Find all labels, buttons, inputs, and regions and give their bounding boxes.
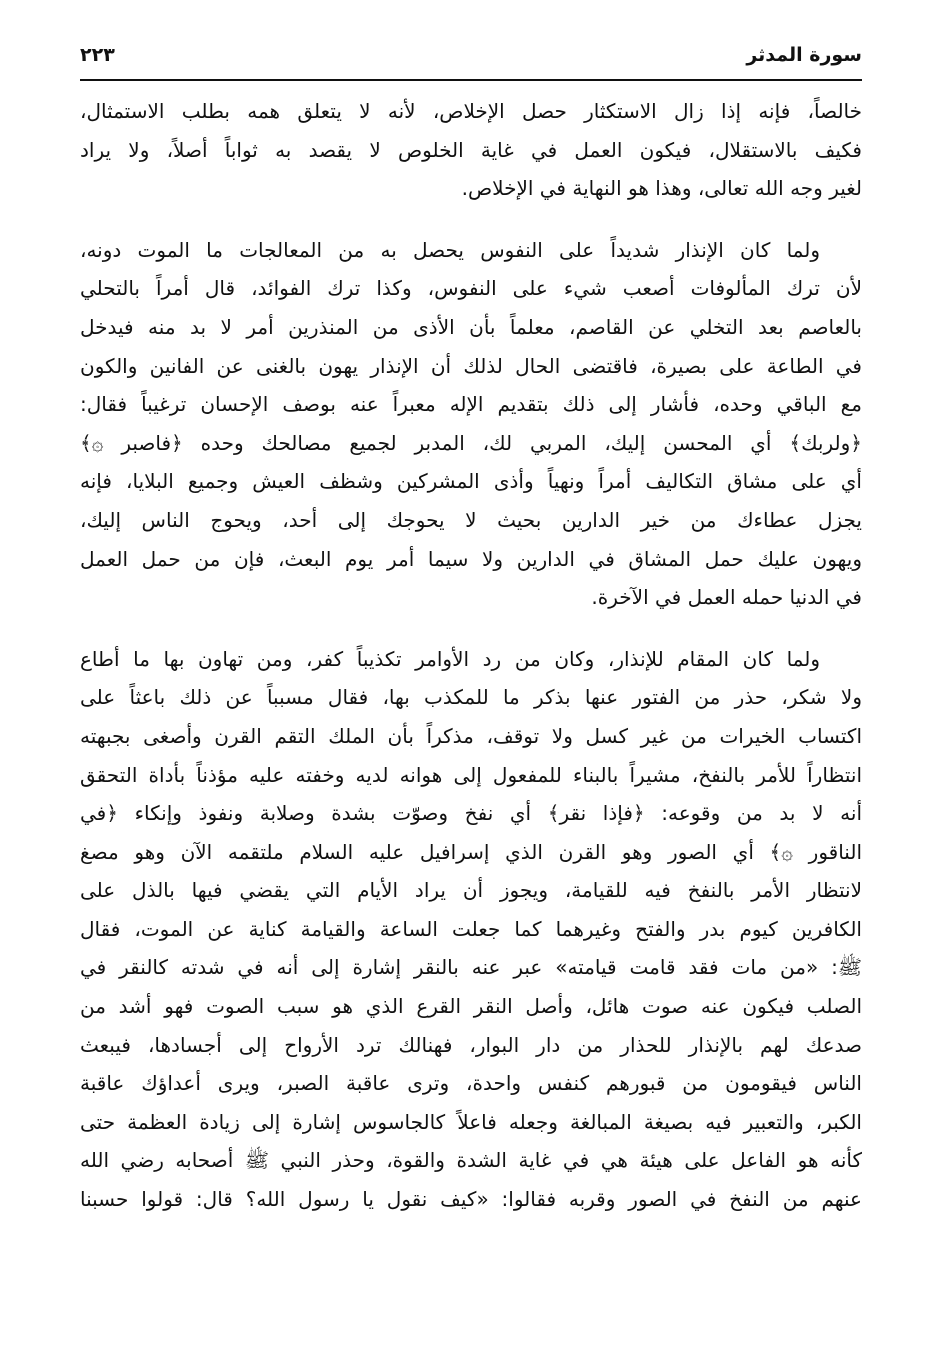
text-line: بالعاصم بعد التخلي عن القاصم، معلماً بأن الأذى من المنذرين أمر لا بد منه فيدخل [80, 314, 862, 339]
text-line: الصلب فيكون عنه صوت هائل، وأصل النقر القرع الذي هو سبب الصوت فهو أشد من [80, 994, 862, 1019]
text-line: انتظاراً للأمر بالنفخ، مشيراً بالبناء للمفعول إلى هوانه لديه وخفته عليه مؤذناً بأداة التحقق [80, 762, 862, 787]
text-line: أي على مشاق التكاليف أمراً ونهياً وأذى المشركين وشظف العيش وجميع البلايا، فإنه [80, 469, 862, 494]
paragraph-1 [80, 92, 862, 208]
text-line: ﴿ولربك﴾ أي المحسن إليك، المربي لك، المدبر لجميع مصالحك وحده ﴿فاصبر ۞﴾ [80, 430, 862, 455]
text-line: اكتساب الخيرات من غير كسل ولا توقف، مذكراً بأن الملك التقم القرن وأصغى بجبهته [80, 723, 862, 748]
text-line: ﷺ: «من مات فقد قامت قيامته» عبر عنه بالنقر إشارة إلى أنه في شدته كالنقر في [80, 955, 862, 980]
text-line: صدعك لهم بالإنذار للحذار من دار البوار، فهنالك ترد الأرواح إلى أجسادها، فيبعث [80, 1032, 862, 1057]
text-line: عنهم من النفخ في الصور وقربه فقالوا: «كيف نقول يا رسول الله؟ قال: قولوا حسبنا [80, 1187, 862, 1212]
text-line: ولا شكر، حذر من الفتور عنها بذكر ما للمكذب بها، فقال مسبباً عن ذلك باعثاً على [80, 685, 862, 710]
text-line: الكبر، والتعبير فيه بصيغة المبالغة وجعله فاعلاً كالجاسوس إشارة إلى زيادة العظمة حتى [80, 1109, 862, 1134]
text-line: خالصاً، فإنه إذا زال الاستكثار حصل الإخلاص، لأنه لا يتعلق همه بطلب الاستمثال، [80, 99, 862, 123]
text-line: لغير وجه الله تعالى، وهذا هو النهاية في الإخلاص. [461, 176, 862, 201]
text-line: في الطاعة على بصيرة، فاقتضى الحال لذلك أن الإنذار يهون بالغنى عن الفانين والكون [80, 353, 862, 378]
text-line: مع الباقي وحده، فأشار إلى ذلك بتقديم الإله معبراً عنه بوصف الإحسان ترغيباً فقال: [80, 392, 862, 417]
body-text [80, 92, 862, 1219]
page-number: ٢٢٣ [80, 44, 115, 66]
text-line: كأنه هو الفاعل على هيئة هي في غاية الشدة والقوة، وحذر النبي ﷺ أصحابه رضي الله [80, 1148, 862, 1173]
running-head-surah-name: سورة المدثر [746, 44, 862, 66]
text-line: فكيف بالاستقلال، فيكون العمل في غاية الخلوص لا يقصد به ثواباً أصلاً، ولا يراد [80, 137, 862, 162]
paragraph-2 [80, 231, 862, 617]
text-line: في الدنيا حمله العمل في الآخرة. [591, 585, 862, 610]
page-header [80, 38, 862, 72]
header-rule [80, 79, 862, 81]
text-line: الكافرين كيوم بدر والفتح وغيرهما كما جعلت الساعة والقيامة كناية عن الموت، فقال [80, 916, 862, 941]
paragraph-3 [80, 640, 862, 1219]
text-line: لانتظار الأمر بالنفخ فيه للقيامة، ويجوز أن يراد الأيام التي يقضي فيها بالذل على [80, 878, 862, 903]
text-line: يجزل عطاءك من خير الدارين بحيث لا يحوجك إلى أحد، ويحوج الناس إليك، [80, 507, 862, 532]
text-line: الناقور ۞﴾ أي الصور وهو القرن الذي إسرافيل عليه السلام ملتقمه الآن وهو مصغ [80, 839, 862, 864]
text-line: أنه لا بد من وقوعه: ﴿فإذا نقر﴾ أي نفخ وصوّت بشدة وصلابة ونفوذ وإنكاء ﴿في [80, 801, 862, 826]
text-line: ولما كان المقام للإنذار، وكان من رد الأوامر تكذيباً كفر، ومن تهاون بها ما أطاع [80, 646, 820, 671]
text-line: لأن ترك المألوفات أصعب شيء على النفوس، وكذا ترك الفوائد، قال أمراً بالتحلي [80, 276, 862, 301]
text-line: ويهون عليك حمل المشاق في الدارين ولا سيما أمر يوم البعث، فإن من حمل العمل [80, 546, 862, 571]
text-line: الناس فيقومون من قبورهم كنفس واحدة، وترى عاقبة الصبر، ويرى أعداؤك عاقبة [80, 1071, 862, 1096]
text-line: ولما كان الإنذار شديداً على النفوس يحصل به من المعالجات ما الموت دونه، [80, 237, 820, 262]
